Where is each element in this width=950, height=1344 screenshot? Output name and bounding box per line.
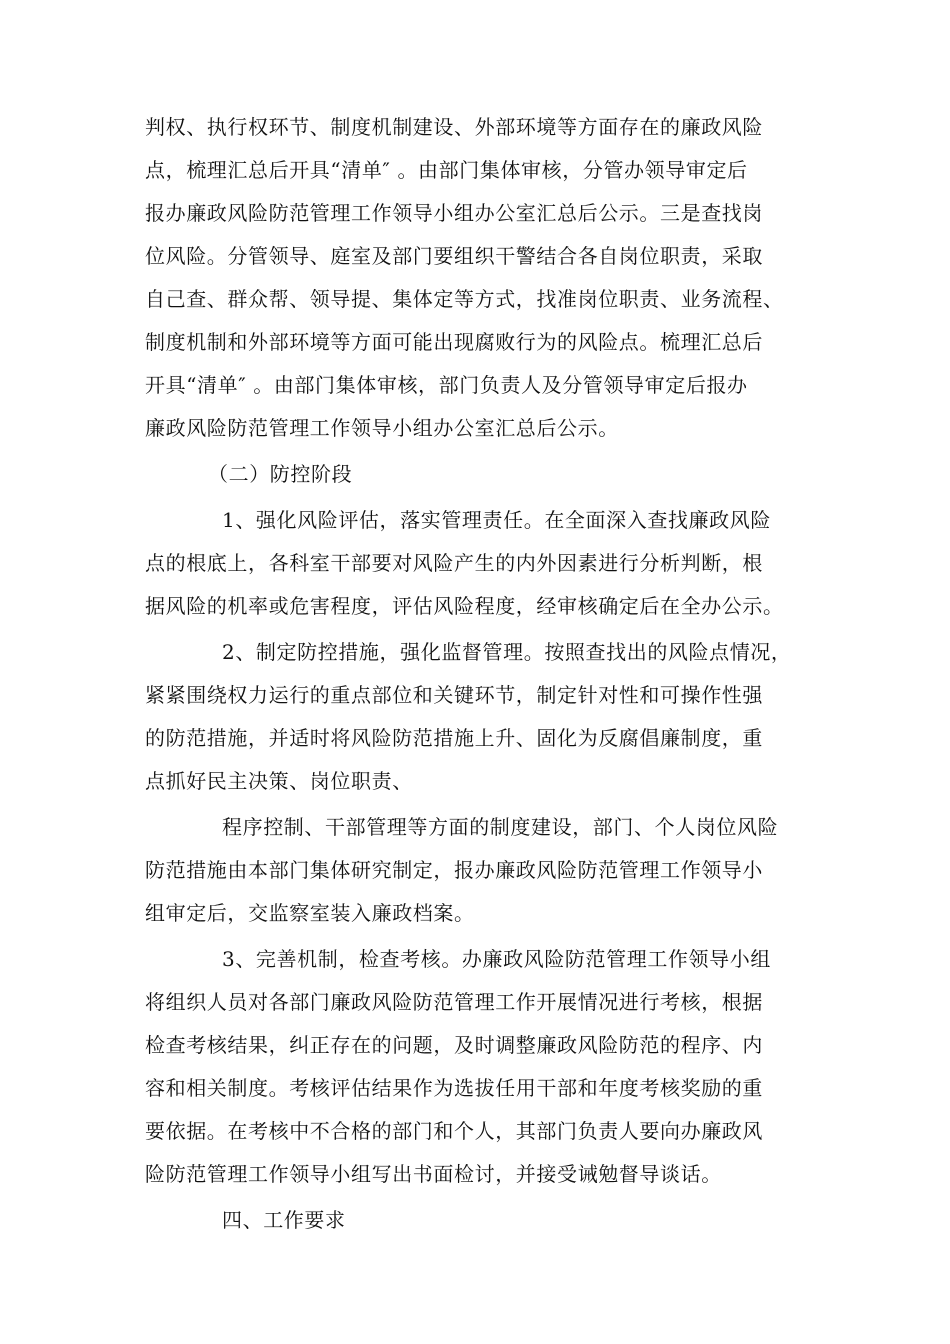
- paragraph-line: 2、制定防控措施，强化监督管理。按照查找出的风险点情况，: [222, 640, 792, 664]
- paragraph-line: 位风险。分管领导、庭室及部门要组织干警结合各自岗位职责，采取: [145, 244, 763, 268]
- section-heading: （二）防控阶段: [208, 462, 353, 486]
- paragraph-line: 据风险的机率或危害程度，评估风险程度，经审核确定后在全办公示。: [145, 594, 784, 618]
- paragraph-line: 开具“清单″ 。由部门集体审核，部门负责人及分管领导审定后报办: [145, 373, 748, 397]
- paragraph-line: 要依据。在考核中不合格的部门和个人，其部门负责人要向办廉政风: [145, 1119, 763, 1143]
- paragraph-line: 自己查、群众帮、领导提、集体定等方式，找准岗位职责、业务流程、: [145, 287, 784, 311]
- paragraph-line: 3、完善机制，检查考核。办廉政风险防范管理工作领导小组: [222, 947, 771, 971]
- paragraph-line: 廉政风险防范管理工作领导小组办公室汇总后公示。: [145, 416, 619, 440]
- paragraph-line: 组审定后，交监察室装入廉政档案。: [145, 901, 475, 925]
- paragraph-line: 点，梳理汇总后开具“清单″ 。由部门集体审核，分管办领导审定后: [145, 158, 748, 182]
- paragraph-line: 报办廉政风险防范管理工作领导小组办公室汇总后公示。三是查找岗: [145, 201, 763, 225]
- paragraph-line: 1、强化风险评估，落实管理责任。在全面深入查找廉政风险: [222, 508, 771, 532]
- paragraph-line: 险防范管理工作领导小组写出书面检讨，并接受诫勉督导谈话。: [145, 1162, 722, 1186]
- paragraph-line: 容和相关制度。考核评估结果作为选拔任用干部和年度考核奖励的重: [145, 1076, 763, 1100]
- paragraph-line: 制度机制和外部环境等方面可能出现腐败行为的风险点。梳理汇总后: [145, 330, 763, 354]
- paragraph-line: 检查考核结果，纠正存在的问题，及时调整廉政风险防范的程序、内: [145, 1033, 763, 1057]
- paragraph-line: 紧紧围绕权力运行的重点部位和关键环节，制定针对性和可操作性强: [145, 683, 763, 707]
- paragraph-line: 程序控制、干部管理等方面的制度建设，部门、个人岗位风险: [222, 815, 779, 839]
- paragraph-line: 将组织人员对各部门廉政风险防范管理工作开展情况进行考核，根据: [145, 990, 763, 1014]
- paragraph-line: 点的根底上，各科室干部要对风险产生的内外因素进行分析判断，根: [145, 551, 763, 575]
- paragraph-line: 的防范措施，并适时将风险防范措施上升、固化为反腐倡廉制度，重: [145, 726, 763, 750]
- paragraph-line: 判权、执行权环节、制度机制建设、外部环境等方面存在的廉政风险: [145, 115, 763, 139]
- paragraph-line: 防范措施由本部门集体研究制定，报办廉政风险防范管理工作领导小: [145, 858, 763, 882]
- section-heading: 四、工作要求: [222, 1208, 346, 1232]
- paragraph-line: 点抓好民主决策、岗位职责、: [145, 769, 413, 793]
